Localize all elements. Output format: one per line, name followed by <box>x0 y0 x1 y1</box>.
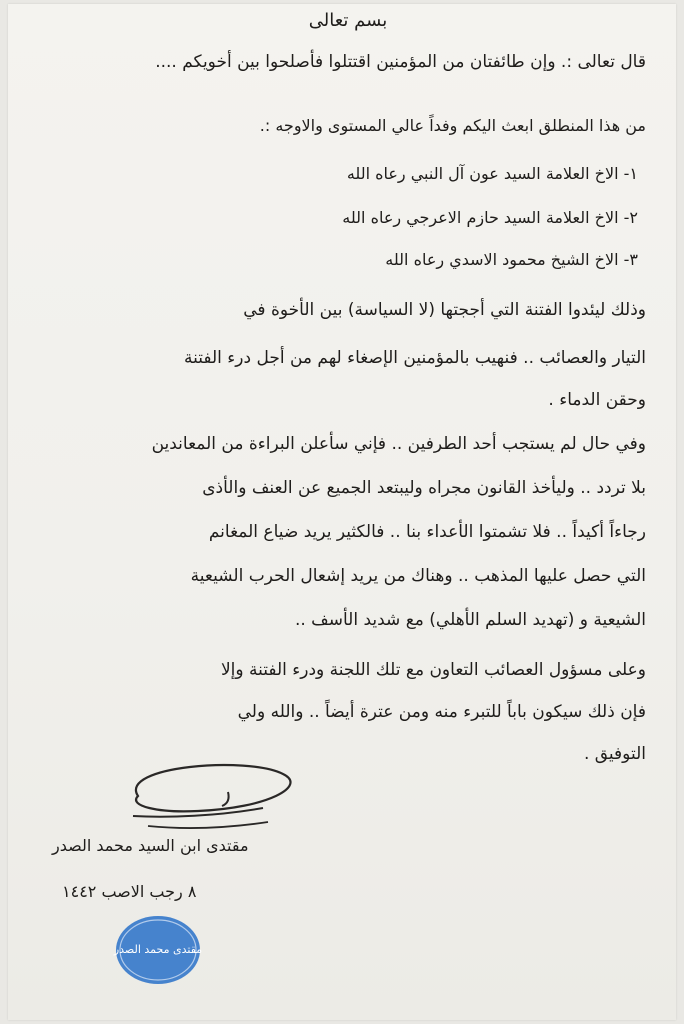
paragraph2-line4: التي حصل عليها المذهب .. وهناك من يريد إشعال الحرب الشيعية <box>190 566 646 586</box>
delegate-3: ٣- الاخ الشيخ محمود الاسدي رعاه الله <box>385 250 638 269</box>
handwritten-signature <box>78 756 308 846</box>
paragraph2-line1: وفي حال لم يستجب أحد الطرفين .. فإني سأعلن البراءة من المعاندين <box>151 434 646 454</box>
basmala-heading: بسم تعالى <box>308 10 388 31</box>
paragraph1-line3: وحقن الدماء . <box>548 390 646 410</box>
paragraph3-line3: التوفيق . <box>583 744 646 764</box>
signatory-name: مقتدى ابن السيد محمد الصدر <box>52 836 249 855</box>
paragraph3-line1: وعلى مسؤول العصائب التعاون مع تلك اللجنة ودرء الفتنة وإلا <box>220 660 646 680</box>
paragraph3-line2: فإن ذلك سيكون باباً للتبرء منه ومن عترة أيضاً .. والله ولي <box>237 702 646 722</box>
paragraph1-line1: وذلك ليئدوا الفتنة التي أججتها (لا السياسة) بين الأخوة في <box>243 300 646 320</box>
paragraph2-line2: بلا تردد .. وليأخذ القانون مجراه وليبتعد الجميع عن العنف والأذى <box>202 478 646 498</box>
paragraph1-line2: التيار والعصائب .. فنهيب بالمؤمنين الإصغاء لهم من أجل درء الفتنة <box>183 348 646 368</box>
delegate-1: ١- الاخ العلامة السيد عون آل النبي رعاه الله <box>346 164 638 183</box>
seal-text: مقتدى محمد الصدر <box>113 943 203 956</box>
delegate-2: ٢- الاخ العلامة السيد حازم الاعرجي رعاه الله <box>342 208 638 227</box>
paragraph2-line5: الشيعية و (تهديد السلم الأهلي) مع شديد الأسف .. <box>294 610 646 630</box>
letter-date: ٨ رجب الاصب ١٤٤٢ <box>62 882 197 901</box>
letter-page <box>8 4 676 1020</box>
quran-quote: قال تعالى :. وإن طائفتان من المؤمنين اقتتلوا فأصلحوا بين أخويكم .... <box>155 52 646 72</box>
intro-line: من هذا المنطلق ابعث اليكم وفداً عالي المستوى والاوجه :. <box>259 116 646 135</box>
official-seal <box>112 912 204 988</box>
paragraph2-line3: رجاءاً أكيداً .. فلا تشمتوا الأعداء بنا .. فالكثير يريد ضياع المغانم <box>208 522 646 542</box>
